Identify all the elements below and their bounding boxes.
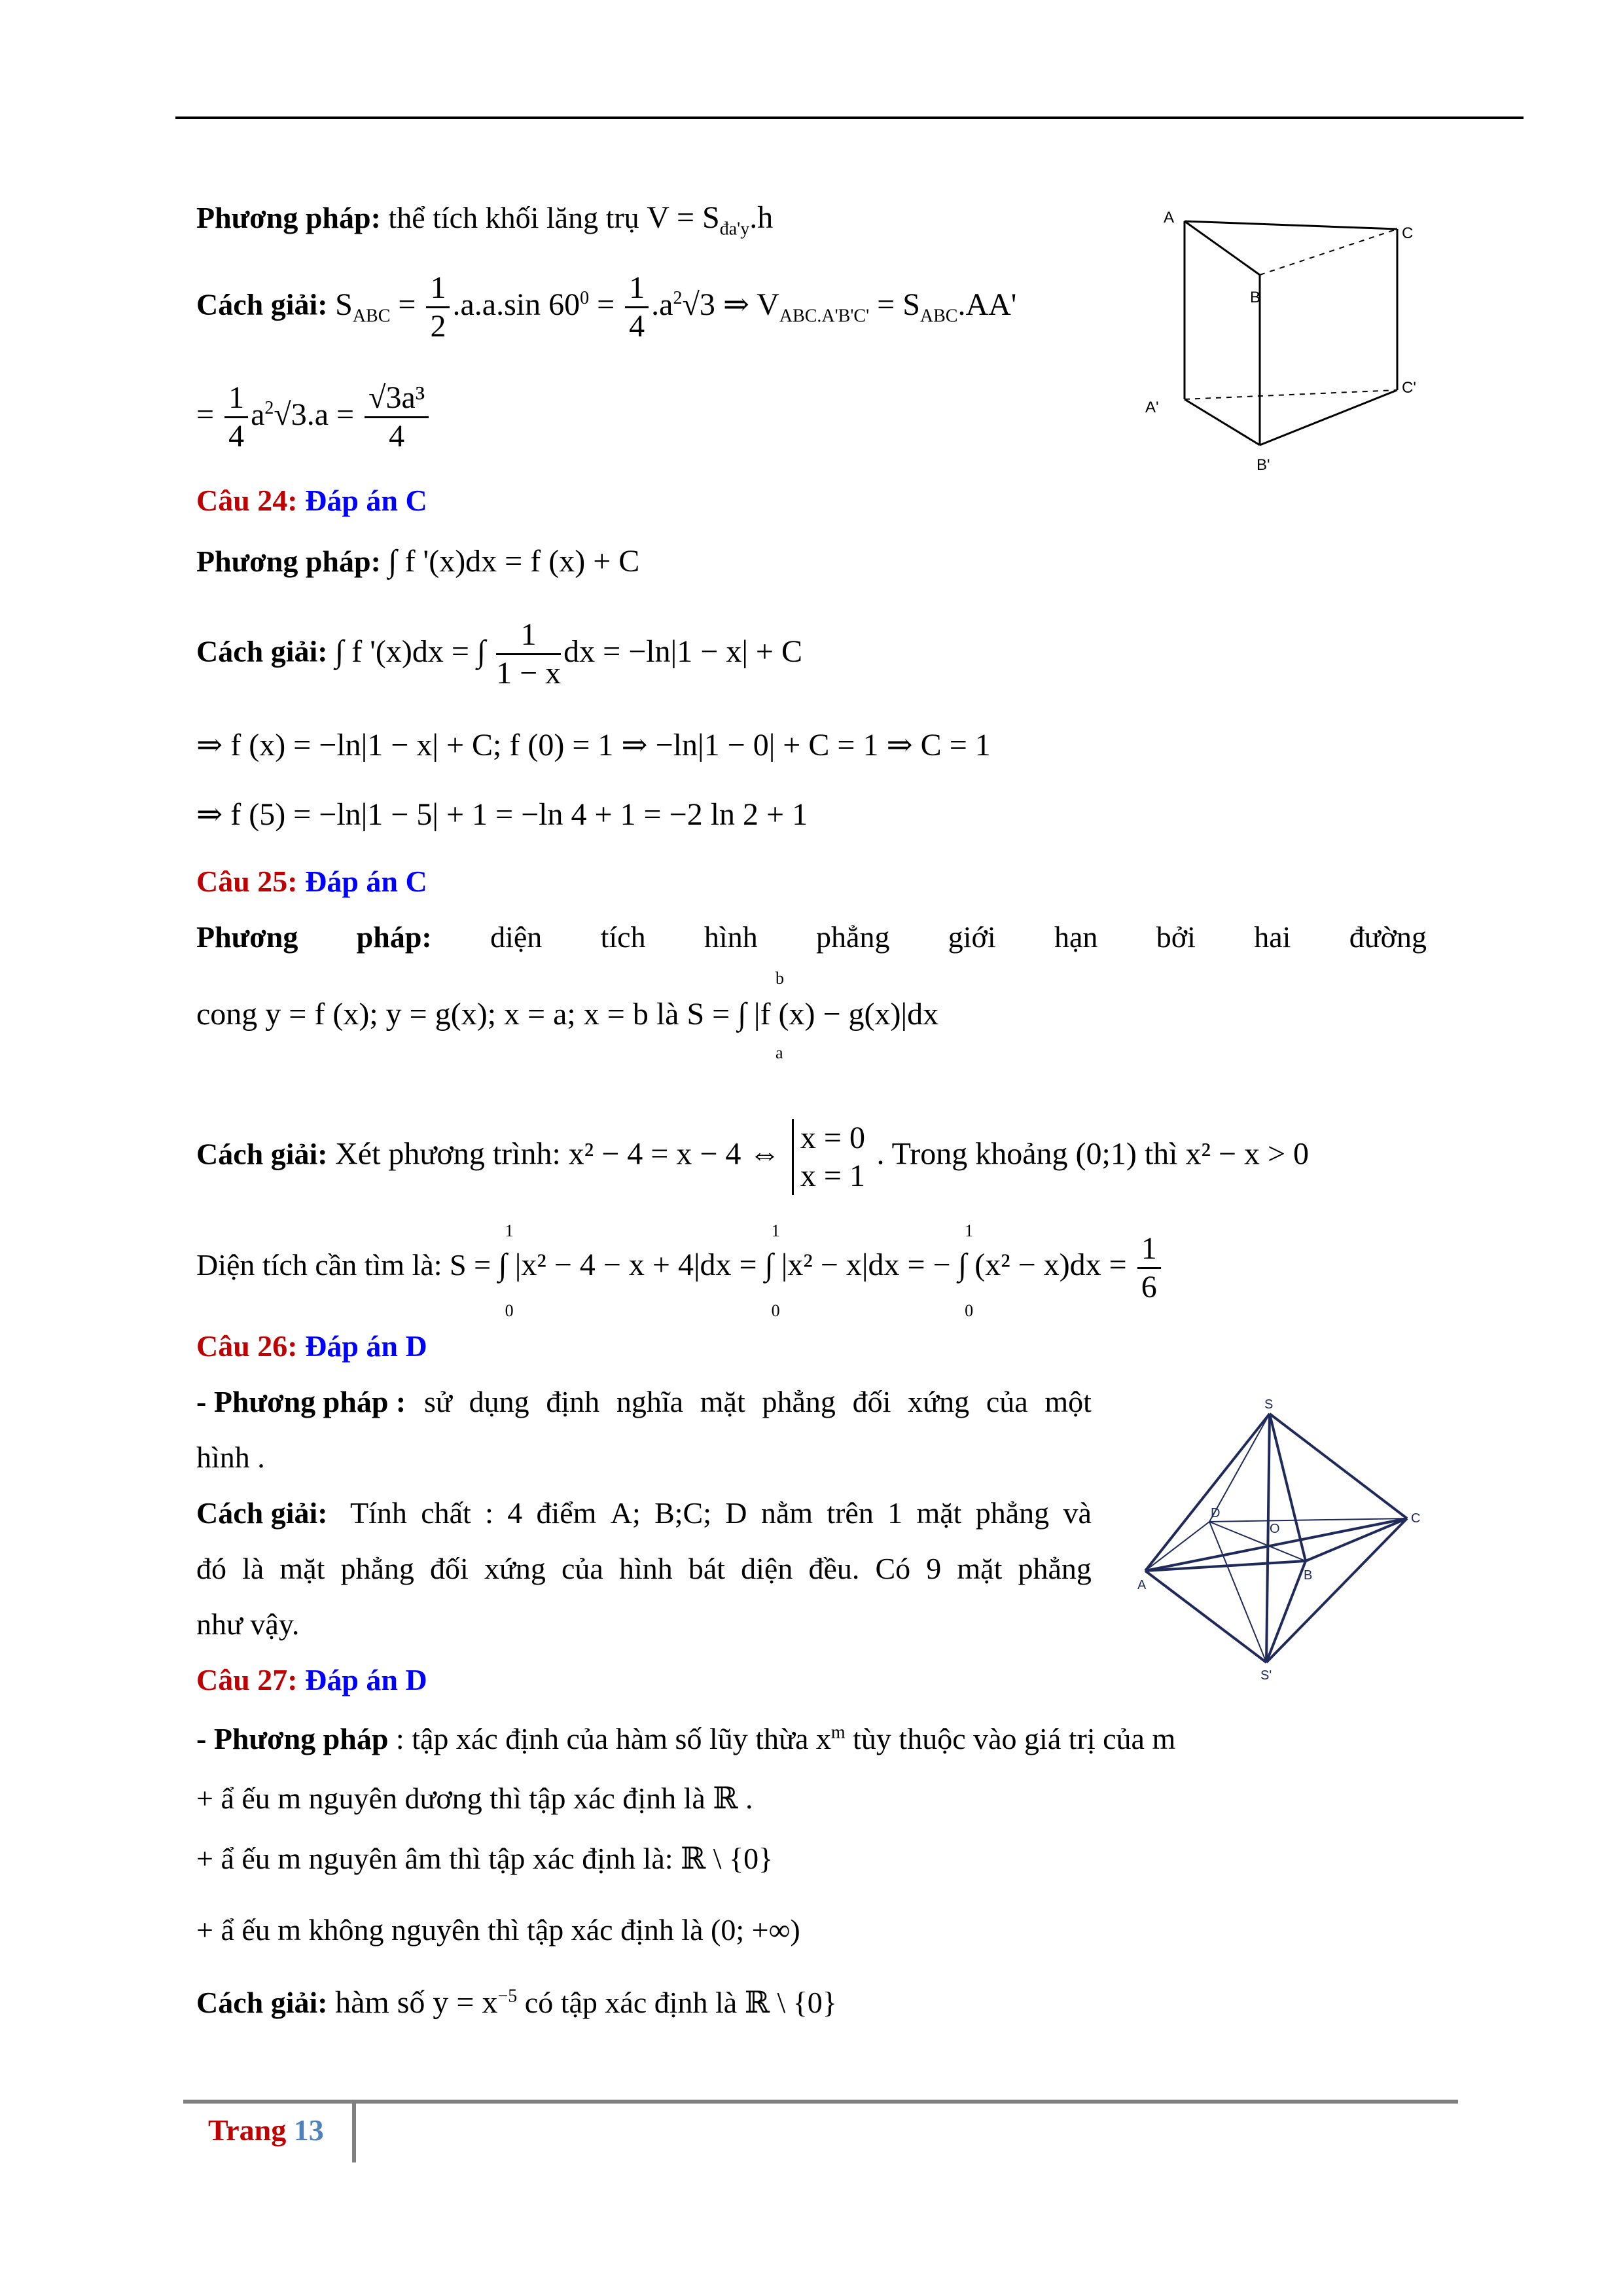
question-number: Câu 24: xyxy=(196,484,298,517)
svg-text:C': C' xyxy=(1402,379,1416,397)
q26-method-line2: hình . xyxy=(196,1441,265,1474)
fraction: $\frac{1}{2}$ xyxy=(426,270,450,345)
solution-label: Cách giải: xyxy=(196,1137,328,1171)
solution-label: Cách giải: xyxy=(196,287,328,321)
svg-text:A: A xyxy=(1164,209,1175,226)
answer-key: Đáp án D xyxy=(305,1663,427,1696)
fraction: $\frac{1}{1 - x}$ xyxy=(496,617,562,691)
svg-text:A: A xyxy=(1137,1578,1147,1592)
q27-bullet-1: + ẩ ếu m nguyên dương thì tập xác định là ℝ . xyxy=(196,1782,753,1815)
q24-heading xyxy=(196,483,427,518)
q27-method-line: - Phương pháp : tập xác định của hàm số lũy thừa $x^m$ tùy thuộc vào giá trị của m xyxy=(196,1722,1176,1755)
answer-key: Đáp án C xyxy=(305,484,427,517)
question-number: Câu 25: xyxy=(196,865,298,898)
header-rule xyxy=(175,117,1524,119)
question-number: Câu 27: xyxy=(196,1663,298,1696)
answer-key: Đáp án D xyxy=(305,1329,427,1363)
svg-text:B': B' xyxy=(1257,456,1270,474)
q26-heading xyxy=(196,1329,427,1363)
q25-method-line: Phương pháp: diện tích hình phẳng giới hạn bởi hai đường xyxy=(196,920,1427,954)
method-label: Phương pháp: xyxy=(196,545,381,578)
solution-formula: ∫ f '(x)dx = ∫ $\frac{1}{1 - x}$ dx = −ln|1 − x| + C xyxy=(335,617,803,691)
q27-bullet-3: + ẩ ếu m không nguyên thì tập xác định là (0; +∞) xyxy=(196,1913,800,1946)
prism-figure xyxy=(1126,196,1440,504)
q26-solution-line2: đó là mặt phẳng đối xứng của hình bát diện đều. Có 9 mặt phẳng xyxy=(196,1552,1092,1585)
svg-text:B: B xyxy=(1304,1568,1313,1583)
svg-text:C: C xyxy=(1411,1511,1421,1526)
svg-text:A': A' xyxy=(1145,399,1159,416)
answer-key: Đáp án C xyxy=(305,865,427,898)
q26-method-label: - Phương pháp : xyxy=(196,1385,406,1418)
page-word: Trang xyxy=(208,2113,287,2147)
q23-method-line xyxy=(196,200,773,240)
page-number-value: 13 xyxy=(293,2113,324,2147)
q25-curve-line: cong y = f (x); y = g(x); x = a; x = b là S = ∫ b a |f (x) − g(x)|dx xyxy=(196,969,939,1062)
q24-solution-line xyxy=(196,617,802,692)
equation-system: x = 0 x = 1 xyxy=(792,1119,865,1195)
q23-solution-line xyxy=(196,270,1016,345)
solution-label: Cách giải: xyxy=(196,634,328,668)
q26-solution-label: Cách giải: xyxy=(196,1496,328,1530)
method-label: Phương pháp: xyxy=(196,201,381,234)
prism-diagram xyxy=(1126,196,1440,504)
q25-solution-line: Cách giải: Xét phương trình: x² − 4 = x − 4 ⇔ x = 0 x = 1 . Trong khoảng (0;1) thì x² − x > 0 xyxy=(196,1119,1309,1195)
q26-solution-line3: như vậy. xyxy=(196,1607,300,1641)
solution-label: Cách giải: xyxy=(196,1986,328,2019)
fraction: $\frac{1}{6}$ xyxy=(1137,1230,1161,1306)
method-text: thể tích khối lăng trụ xyxy=(388,201,639,234)
q27-solution-line: Cách giải: hàm số $y = x^{-5}$ có tập xác định là ℝ \ {0} xyxy=(196,1985,837,2020)
svg-text:B: B xyxy=(1250,289,1261,306)
result-formula: = $\frac{1}{4}$ $a^2√3.a$ = $\frac{\text{√3a³}}{4}$ xyxy=(196,397,431,432)
fraction: $\frac{\text{√3a³}}{4}$ xyxy=(365,380,429,455)
method-formula: ∫ f '(x)dx = f (x) + C xyxy=(388,544,640,579)
svg-text:S': S' xyxy=(1260,1668,1272,1682)
solution-formula: $S_{ABC}$ = $\frac{1}{2}$ .a.a.sin $60^0$ = $\frac{1}{4}$ $.a^2√3$ ⇒ $V_{ABC.A'B'C'} = S_{ABC}.AA'$ xyxy=(335,270,1017,344)
q27-bullet-2: + ẩ ếu m nguyên âm thì tập xác định là: ℝ \ {0} xyxy=(196,1842,774,1875)
footer-rule xyxy=(183,2100,1458,2104)
method-label: - Phương pháp xyxy=(196,1722,389,1755)
q25-heading xyxy=(196,864,427,899)
method-formula: $V = S_{đa'y}.h$ xyxy=(647,200,774,240)
footer-divider xyxy=(352,2104,356,2162)
q24-line3: ⇒ f (5) = −ln|1 − 5| + 1 = −ln 4 + 1 = −2 ln 2 + 1 xyxy=(196,797,808,832)
octahedron-diagram xyxy=(1132,1394,1427,1682)
svg-text:D: D xyxy=(1211,1506,1221,1520)
q26-solution-line1: Tính chất : 4 điểm A; B;C; D nằm trên 1 mặt phẳng và xyxy=(350,1496,1092,1530)
page-number xyxy=(208,2113,324,2147)
fraction: $\frac{1}{4}$ xyxy=(224,380,248,455)
q24-line2: ⇒ f (x) = −ln|1 − x| + C; f (0) = 1 ⇒ −ln|1 − 0| + C = 1 ⇒ C = 1 xyxy=(196,728,991,762)
octahedron-figure xyxy=(1132,1394,1427,1682)
q24-method-line xyxy=(196,543,639,579)
question-number: Câu 26: xyxy=(196,1329,298,1363)
svg-text:S: S xyxy=(1264,1397,1274,1412)
q26-method-line: sử dụng định nghĩa mặt phẳng đối xứng của một xyxy=(424,1385,1092,1418)
q27-heading xyxy=(196,1662,427,1697)
svg-text:O: O xyxy=(1270,1522,1280,1536)
fraction: $\frac{1}{4}$ xyxy=(625,270,649,345)
svg-text:C: C xyxy=(1402,224,1414,242)
q23-result-line xyxy=(196,380,431,455)
q25-area-line: Diện tích cần tìm là: S = 1 0 ∫ |x² − 4 − x + 4|dx = 1 0 ∫ |x² − x|dx = − 1 0 ∫ (x² − x)dx = $\frac{1}{6}$ xyxy=(196,1230,1164,1306)
